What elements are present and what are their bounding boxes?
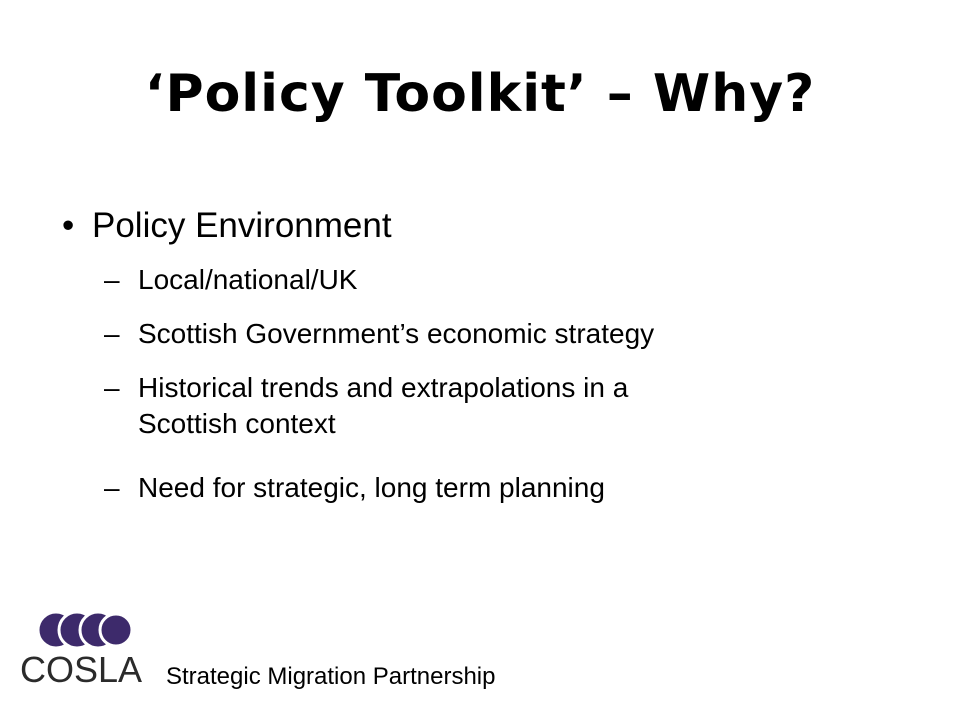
- sub-item-text: Need for strategic, long term planning: [138, 472, 605, 503]
- sub-item-text: Historical trends and extrapolations in a: [138, 372, 629, 403]
- sub-item-text: Scottish Government’s economic strategy: [138, 318, 655, 349]
- bullet-text: Policy Environment: [92, 206, 392, 245]
- sub-dash: –: [104, 372, 120, 403]
- logo-circles-icon: [36, 608, 136, 652]
- sub-item-continuation: Scottish context: [138, 408, 336, 439]
- sub-item-text: Local/national/UK: [138, 264, 358, 295]
- bullet-item: [62, 204, 392, 248]
- sub-item: [104, 262, 357, 298]
- cosla-logo: [20, 604, 143, 694]
- sub-item: [104, 370, 628, 442]
- sub-item: [104, 470, 605, 506]
- sub-dash: –: [104, 472, 120, 503]
- sub-item: [104, 316, 654, 352]
- sub-dash: –: [104, 264, 120, 295]
- logo-wordmark: COSLA: [20, 649, 143, 690]
- slide-title: ‘Policy Toolkit’ – Why?: [144, 64, 816, 124]
- sub-dash: –: [104, 318, 120, 349]
- footer-text: Strategic Migration Partnership: [166, 663, 496, 690]
- bullet-symbol: •: [62, 206, 75, 245]
